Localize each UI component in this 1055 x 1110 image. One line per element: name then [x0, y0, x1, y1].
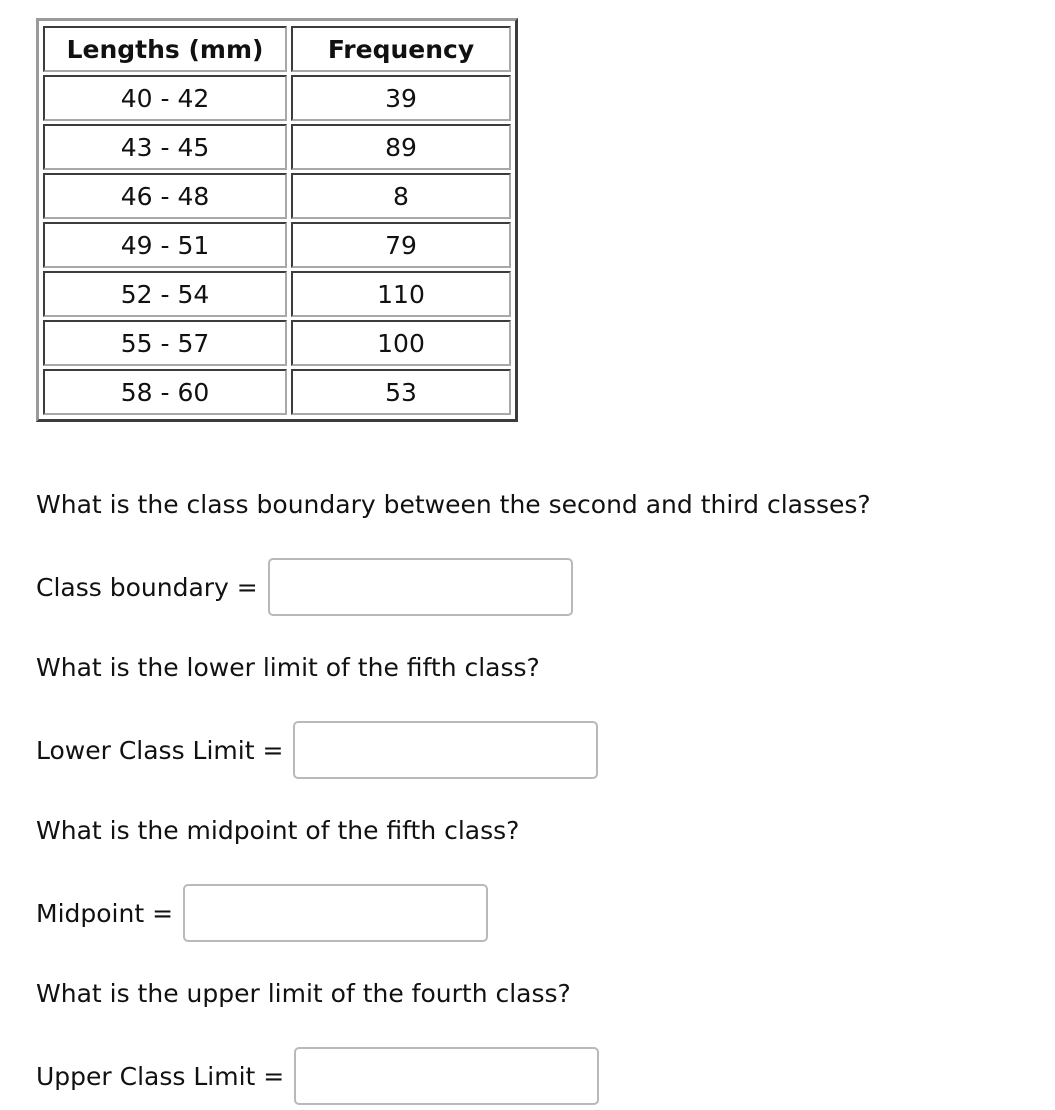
cell-frequency: 79 — [291, 222, 511, 268]
cell-length: 49 - 51 — [43, 222, 287, 268]
table-header-row — [43, 26, 511, 72]
cell-length: 46 - 48 — [43, 173, 287, 219]
answer-row-lower-limit — [36, 721, 598, 779]
table-row — [43, 271, 511, 317]
cell-frequency: 100 — [291, 320, 511, 366]
header-lengths: Lengths (mm) — [43, 26, 287, 72]
answer-row-midpoint — [36, 884, 488, 942]
frequency-table-frame — [36, 18, 518, 422]
cell-frequency: 53 — [291, 369, 511, 415]
cell-frequency: 110 — [291, 271, 511, 317]
frequency-table — [39, 23, 515, 418]
cell-frequency: 89 — [291, 124, 511, 170]
cell-length: 52 - 54 — [43, 271, 287, 317]
lower-class-limit-label: Lower Class Limit = — [36, 735, 284, 765]
table-row — [43, 75, 511, 121]
question-class-boundary: What is the class boundary between the second and third classes? — [36, 490, 871, 519]
lower-class-limit-input[interactable] — [293, 721, 598, 779]
cell-length: 55 - 57 — [43, 320, 287, 366]
class-boundary-label: Class boundary = — [36, 572, 258, 602]
cell-frequency: 8 — [291, 173, 511, 219]
cell-length: 43 - 45 — [43, 124, 287, 170]
question-midpoint: What is the midpoint of the fifth class? — [36, 816, 520, 845]
table-row — [43, 124, 511, 170]
table-row — [43, 369, 511, 415]
midpoint-label: Midpoint = — [36, 898, 174, 928]
upper-class-limit-input[interactable] — [294, 1047, 599, 1105]
table-row — [43, 320, 511, 366]
answer-row-upper-limit — [36, 1047, 599, 1105]
class-boundary-input[interactable] — [268, 558, 573, 616]
table-row — [43, 173, 511, 219]
midpoint-input[interactable] — [183, 884, 488, 942]
answer-row-class-boundary — [36, 558, 573, 616]
table-row — [43, 222, 511, 268]
upper-class-limit-label: Upper Class Limit = — [36, 1061, 285, 1091]
cell-length: 40 - 42 — [43, 75, 287, 121]
header-frequency: Frequency — [291, 26, 511, 72]
cell-frequency: 39 — [291, 75, 511, 121]
question-upper-limit: What is the upper limit of the fourth class? — [36, 979, 571, 1008]
cell-length: 58 - 60 — [43, 369, 287, 415]
question-lower-limit: What is the lower limit of the fifth class? — [36, 653, 540, 682]
